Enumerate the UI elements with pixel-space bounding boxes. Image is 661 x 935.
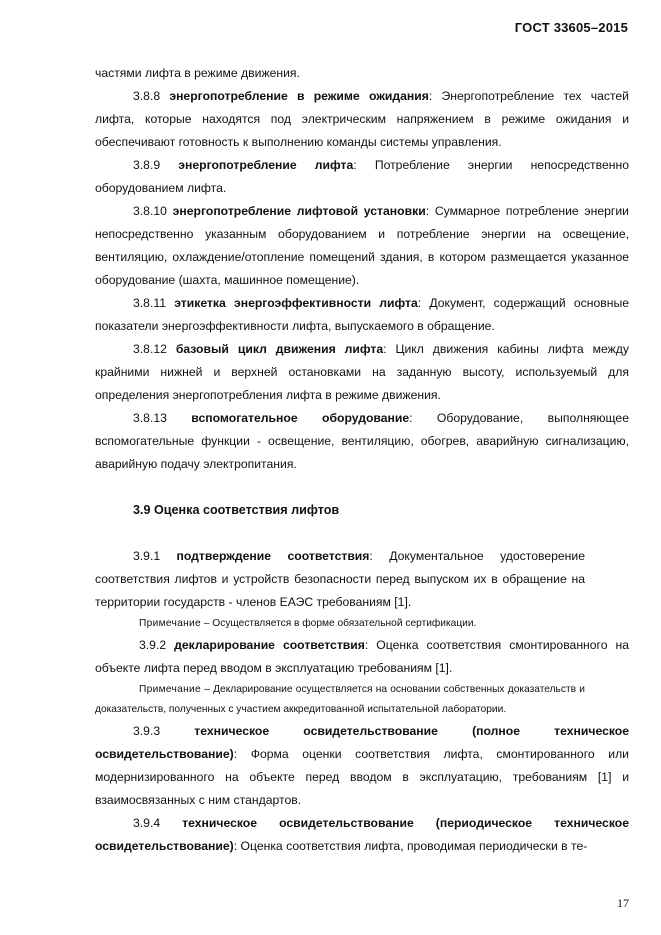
definition-3-8-11 [95,292,629,338]
definition-text: : Оценка соответствия лифта, проводимая периодически в те- [233,839,588,853]
definition-text: : Энергопотребление тех частей лифта, которые находятся под электрическим напряжением в режиме ожидания и обеспечивают готовность к выполнению команды системы управления. [95,89,629,149]
defined-term: этикетка энергоэффективности лифта [174,296,418,310]
definition-text: : Документальное удостоверение соответствия лифтов и устройств безопасности перед выпуском их в обращение на территории государств - членов ЕАЭС требованиям [1]. [95,549,585,609]
section-heading: 3.9 Оценка соответствия лифтов [133,503,340,517]
note-text: – Осуществляется в форме обязательной сертификации. [200,618,477,629]
definition-3-8-9 [95,154,629,200]
defined-term: энергопотребление лифтовой установки [172,204,426,218]
clause-number: 3.9.3 [133,724,161,738]
definition-text: : Цикл движения кабины лифта между крайними нижней и верхней остановками на заданную высоту, используемый для определения энергопотребления лифта в режиме движения. [95,342,630,402]
definition-3-9-1 [95,545,585,614]
clause-number: 3.9.1 [133,549,161,563]
paragraph-continuation: частями лифта в режиме движения. [95,66,300,80]
definition-3-8-12 [95,338,629,407]
document-header: ГОСТ 33605–2015 [514,20,628,35]
clause-number: 3.9.2 [139,638,167,652]
definition-text: : Потребление энергии непосредственно оборудованием лифта. [95,158,629,195]
definition-text: : Оборудование, выполняющее вспомогательные функции - освещение, вентиляцию, обогрев, аварийную сигнализацию, аварийную подачу электропитания. [95,411,629,471]
defined-term: вспомогательное оборудование [191,411,410,425]
definition-text: : Документ, содержащий основные показатели энергоэффективности лифта, выпускаемого в обращение. [95,296,629,333]
clause-number: 3.8.10 [133,204,167,218]
clause-number: 3.8.9 [133,158,161,172]
definition-text: : Суммарное потребление энергии непосредственно указанным оборудованием и потребление энергии на освещение, вентиляцию, охлаждение/отопление помещений здания, в котором размещается указанное оборудование (шахта, машинное помещение). [95,204,629,287]
document-body [95,62,629,858]
defined-term: энергопотребление лифта [178,158,354,172]
page-number: 17 [617,896,629,910]
definition-3-8-13 [95,407,629,476]
note-text: – Декларирование осуществляется на основании собственных доказательств и доказательств, полученных с участием аккредитованной испытательной лаборатории. [95,684,585,715]
clause-number: 3.8.13 [133,411,167,425]
definition-3-8-8 [95,85,629,154]
clause-number: 3.8.12 [133,342,167,356]
definition-3-9-4 [95,812,629,858]
note-2 [95,680,585,720]
definition-3-9-2 [95,634,629,680]
clause-number: 3.9.4 [133,816,161,830]
defined-term: базовый цикл движения лифта [175,342,384,356]
note-label: Примечание [139,684,201,695]
defined-term: техническое освидетельствование (полное техническое освидетельствование) [95,724,630,761]
spacer [95,522,629,545]
note-label: Примечание [139,618,201,629]
defined-term: техническое освидетельствование (периодическое техническое освидетельствование) [95,816,629,853]
note-1 [95,614,629,634]
clause-number: 3.8.8 [133,89,161,103]
definition-3-9-3 [95,720,629,812]
defined-term: подтверждение соответствия [176,549,370,563]
definition-text: : Оценка соответствия смонтированного на объекте лифта перед вводом в эксплуатацию требованиям [1]. [95,638,630,675]
definition-3-8-10 [95,200,629,292]
definition-text: : Форма оценки соответствия лифта, смонтированного или модернизированного на объекте перед вводом в эксплуатацию, требованиям [1] и взаимосвязанных с ним стандартов. [95,747,629,807]
defined-term: энергопотребление в режиме ожидания [169,89,429,103]
clause-number: 3.8.11 [133,296,166,310]
defined-term: декларирование соответствия [174,638,365,652]
